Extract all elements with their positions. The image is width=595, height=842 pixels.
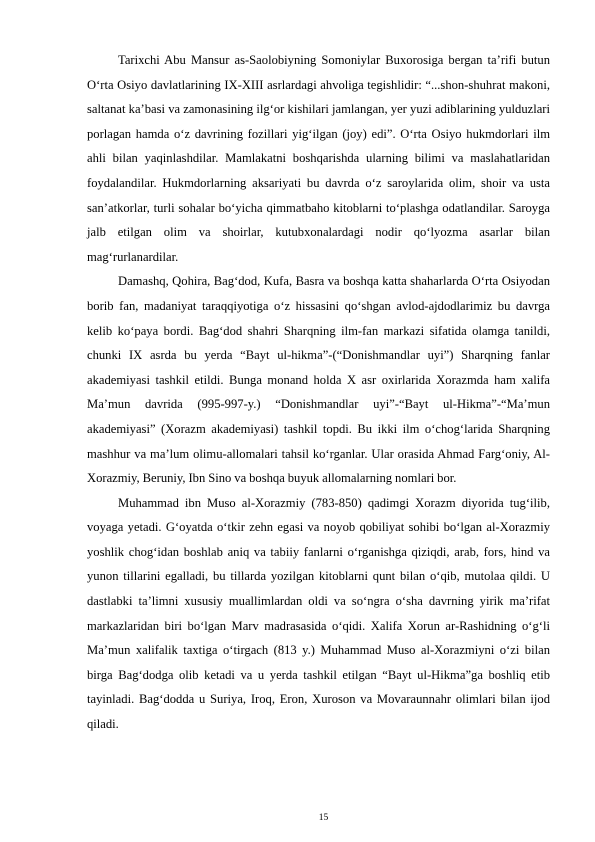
page-number: 15 (318, 813, 329, 823)
page-body (87, 48, 550, 737)
paragraph-3: Muhammad ibn Muso al-Xorazmiy (783-850) qadimgi Xorazm diyorida tug‘ilib, voyaga yetadi. G‘oyatda o‘tkir zehn egasi va noyob qobiliyat sohibi bo‘lgan al-Xorazmiy yoshlik chog‘idan boshlab aniq va tabiiy fanlarni o‘rganishga qiziqdi, arab, fors, hind va yunon tillarini egalladi, bu tillarda yozilgan kitoblarni qunt bilan o‘qib, mutolaa qildi. U dastlabki ta’limni xususiy muallimlardan oldi va so‘ngra o‘sha davrning yirik ma’rifat markazlaridan biri bo‘lgan Marv madrasasida o‘qidi. Xalifa Xorun ar-Rashidning o‘g‘li Ma’mun xalifalik taxtiga o‘tirgach (813 y.) Muhammad Muso al-Xorazmiyni o‘zi bilan birga Bag‘dodga olib ketadi va u yerda tashkil etilgan “Bayt ul-Hikma”ga boshliq etib tayinladi. Bag‘dodda u Suriya, Iroq, Eron, Xuroson va Movaraunnahr olimlari bilan ijod qiladi. (87, 495, 550, 732)
paragraph-2: Damashq, Qohira, Bag‘dod, Kufa, Basra va boshqa katta shaharlarda O‘rta Osiyodan borib fan, madaniyat taraqqiyotiga o‘z hissasini qo‘shgan avlod-ajdodlarimiz bu davrga kelib ko‘paya bordi. Bag‘dod shahri Sharqning ilm-fan markazi sifatida olamga tanildi, chunki IX asrda bu yerda “Bayt ul-hikma”-(“Donishmandlar uyi”) Sharqning fanlar akademiyasi tashkil etildi. Bunga monand holda X asr oxirlarida Xorazmda ham xalifa Ma’mun davrida (995-997-y.) “Donishmandlar uyi”-“Bayt ul-Hikma”-“Ma’mun akademiyasi” (Xorazm akademiyasi) tashkil topdi. Bu ikki ilm o‘chog‘larida Sharqning mashhur va ma’lum olimu-allomalari tahsil ko‘rganlar. Ular orasida Ahmad Farg‘oniy, Al-Xorazmiy, Beruniy, Ibn Sino va boshqa buyuk allomalarning nomlari bor. (87, 274, 550, 486)
paragraph-1: Tarixchi Abu Mansur as-Saolobiyning Somoniylar Buxorosiga bergan ta’rifi butun O‘rta Osiyo davlatlarining IX-XIII asrlardagi ahvoliga tegishlidir: “...shon-shuhrat makoni, saltanat ka’basi va zamonasining ilg‘or kishilari jamlangan, yer yuzi adiblarining yulduzlari porlagan hamda o‘z davrining fozillari yig‘ilgan (joy) edi”. O‘rta Osiyo hukmdorlari ilm ahli bilan yaqinlashdilar. Mamlakatni boshqarishda ularning bilimi va maslahatlaridan foydalandilar. Hukmdorlarning aksariyati bu davrda o‘z saroylarida olim, shoir va usta san’atkorlar, turli sohalar bo‘yicha qimmatbaho kitoblarni to‘plashga odatlandilar. Saroyga jalb etilgan olim va shoirlar, kutubxonalardagi nodir qo‘lyozma asarlar bilan mag‘rurlanardilar. (87, 53, 550, 264)
